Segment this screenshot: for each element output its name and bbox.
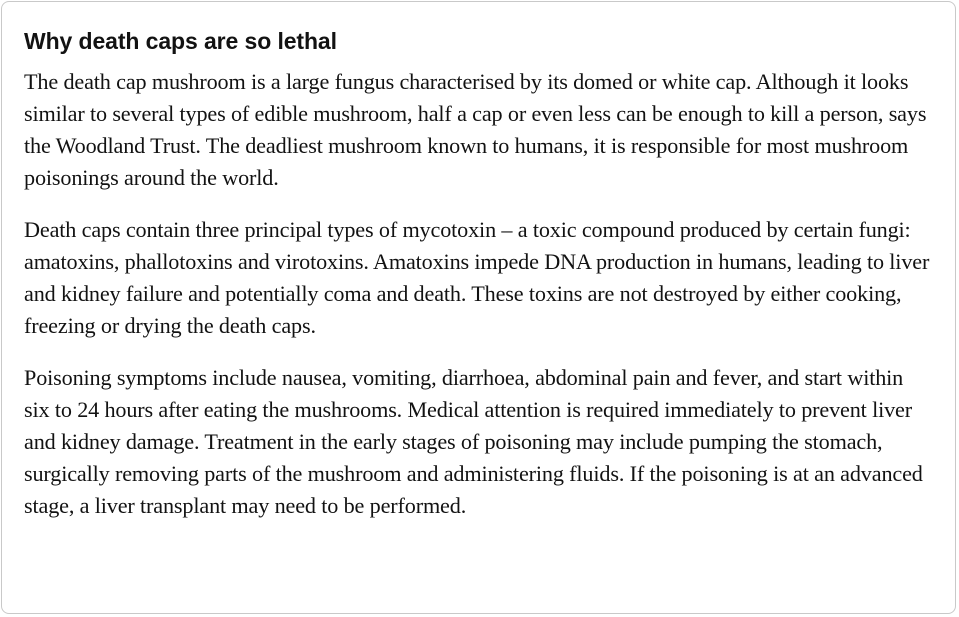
info-box: [1, 1, 956, 614]
paragraph-3: Poisoning symptoms include nausea, vomiting, diarrhoea, abdominal pain and fever, and start within six to 24 hours after eating the mushrooms. Medical attention is required immediately to prevent liver and kidney damage. Treatment in the early stages of poisoning may include pumping the stomach, surgically removing parts of the mushroom and administering fluids. If the poisoning is at an advanced stage, a liver transplant may need to be performed.: [24, 365, 923, 518]
paragraph-1: The death cap mushroom is a large fungus characterised by its domed or white cap. Although it looks similar to several types of edible mushroom, half a cap or even less can be enough to kill a person, says the Woodland Trust. The deadliest mushroom known to humans, it is responsible for most mushroom poisonings around the world.: [24, 69, 927, 190]
paragraph-2: Death caps contain three principal types of mycotoxin – a toxic compound produced by certain fungi: amatoxins, phallotoxins and virotoxins. Amatoxins impede DNA production in humans, leading to liver and kidney failure and potentially coma and death. These toxins are not destroyed by either cooking, freezing or drying the death caps.: [24, 217, 930, 338]
box-title: Why death caps are so lethal: [24, 28, 337, 54]
